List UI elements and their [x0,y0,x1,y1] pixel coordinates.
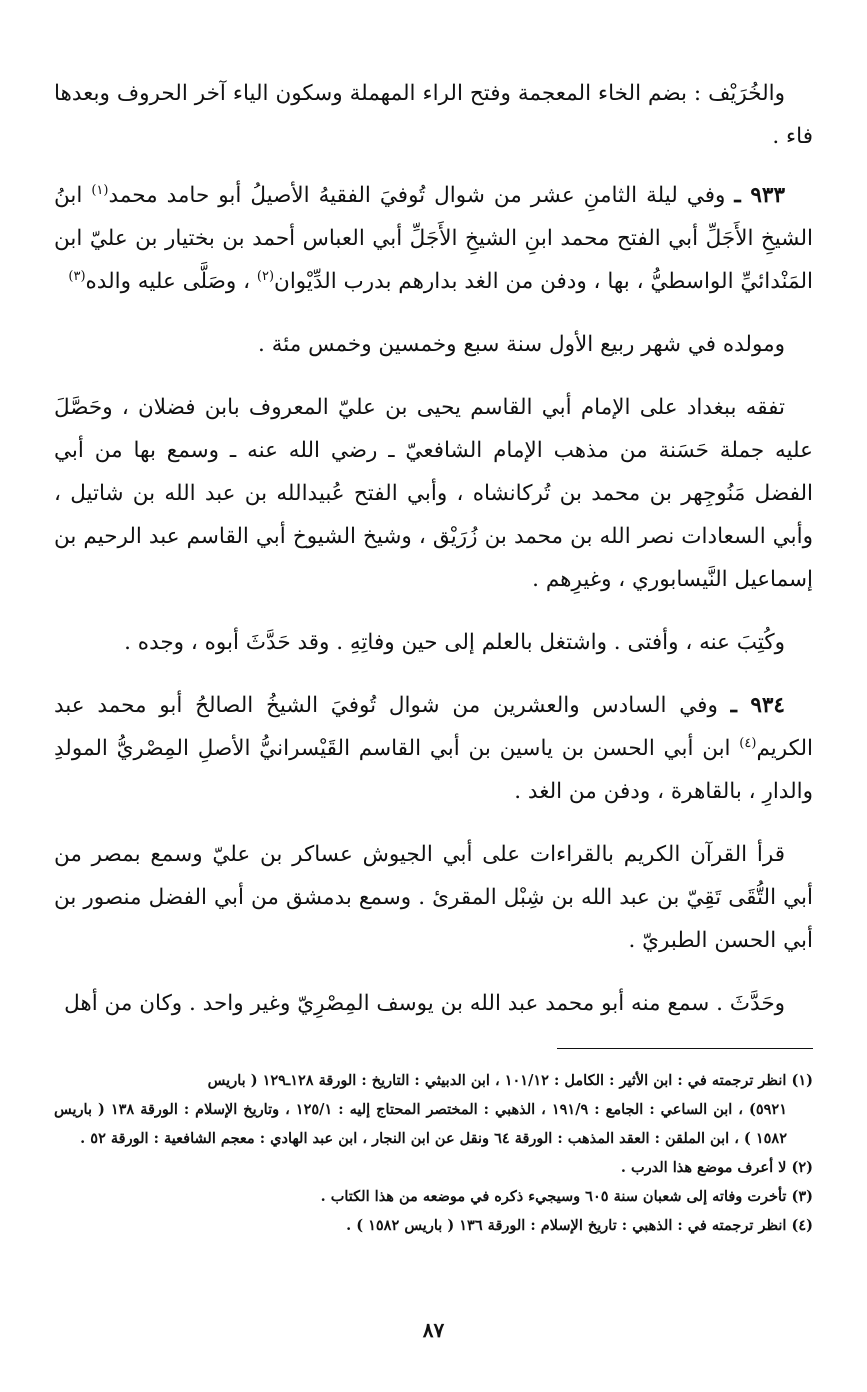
footnote-1-line1: انظر ترجمته في : ابن الأثير : الكامل : ١٠١/١٢ ، ابن الدبيثي : التاريخ : الورقة ١٢٨ـ١٢٩ ( باريس [207,1072,787,1089]
entry-933-text-b: ابنُ الشيخِ الأَجَلِّ أبي الفتح محمد ابنِ الشيخِ الأَجَلِّ أبي العباس أحمد بن بختيار بن عليّ ابن المَنْدائيِّ الواسطيُّ ، بها ، ودفن من الغد بدارهم بدرب الدِّيْوان [54,183,813,294]
entry-number-933: ٩٣٣ ـ [734,183,786,208]
footnote-4: (٤) انظر ترجمته في : الذهبي : تاريخ الإسلام : الورقة ١٣٦ ( باريس ١٥٨٢ ) . [346,1217,813,1234]
entry-933-text-c: ، وصَلَّى عليه والده [85,269,251,294]
main-text [54,72,813,1045]
footnote-3: (٣) تأخرت وفاته إلى شعبان سنة ٦٠٥ وسيجيء ذكره في موضعه من هذا الكتاب . [320,1188,813,1205]
footnotes [54,1066,813,1240]
entry-934-text-a: وفي السادس والعشرين من شوال تُوفيَ الشيخُ الصالحُ أبو محمد عبد الكريم [54,693,813,761]
paragraph-birth: ومولده في شهر ربيع الأول سنة سبع وخمسين وخمس مئة . [258,332,785,357]
footnote-1-label: (١) [791,1072,813,1089]
footnote-1-continuation: ٥٩٢١) ، ابن الساعي : الجامع : ١٩١/٩ ، الذهبي : المختصر المحتاج إليه : ١٢٥/١ ، وتاريخ الإسلام : الورقة ١٣٨ ( باريس ١٥٨٢ ) ، ابن الملقن : العقد المذهب : الورقة ٦٤ ونقل عن ابن النجار ، ابن عبد الهادي : معجم الشافعية : الورقة ٥٢ . [54,1101,787,1147]
paragraph-khurayf: والخُرَيْف : بضم الخاء المعجمة وفتح الراء المهملة وسكون الياء آخر الحروف وبعدها فاء . [54,81,813,149]
entry-934-text-b: ابن أبي الحسن بن ياسين بن أبي القاسم القَيْسرانيُّ الأصلِ المِصْريُّ المولدِ والدارِ ، بالقاهرة ، ودفن من الغد . [54,736,813,804]
footnote-1 [54,1066,813,1095]
paragraph-quran: قرأ القرآن الكريم بالقراءات على أبي الجيوش عساكر بن عليّ وسمع بمصر من أبي التُّقَى تَقِيّ بن عبد الله بن شِبْل المقرئ . وسمع بدمشق من أبي الفضل منصور بن أبي الحسن الطبريّ . [54,842,813,953]
paragraph-fatwa: وكُتِبَ عنه ، وأفتى . واشتغل بالعلم إلى حين وفاتِهِ . وقد حَدَّثَ أبوه ، وجده . [124,630,785,655]
entry-933-text-a: وفي ليلة الثامنِ عشر من شوال تُوفيَ الفقيهُ الأصيلُ أبو حامد محمد [108,183,726,208]
footnote-ref-3: (٣) [68,268,86,284]
entry-number-934: ٩٣٤ ـ [730,693,785,718]
entry-933 [54,174,813,303]
footnote-2: (٢) لا أعرف موضع هذا الدرب . [620,1159,813,1176]
paragraph-study: تفقه ببغداد على الإمام أبي القاسم يحيى بن عليّ المعروف بابن فضلان ، وحَصَّلَ عليه جملة حَسَنة من مذهب الإمام الشافعيّ ـ رضي الله عنه ـ وسمع بها من أبي الفضل مَنُوجِهر بن محمد بن تُركانشاه ، وأبي الفتح عُبيدالله بن عبد الله بن شاتيل ، وأبي السعادات نصر الله بن محمد بن زُرَيْق ، وشيخ الشيوخ أبي القاسم عبد الرحيم بن إسماعيل النَّيسابوري ، وغيرِهم . [54,395,813,592]
paragraph-hadith: وحَدَّثَ . سمع منه أبو محمد عبد الله بن يوسف المِصْرِيّ وغير واحد . وكان من أهل [64,991,785,1016]
footnote-ref-1: (١) [91,182,109,198]
page-number: ٨٧ [422,1318,445,1342]
entry-934 [54,684,813,813]
footnote-divider [557,1048,813,1049]
footnote-ref-2: (٢) [256,268,275,284]
footnote-ref-4: (٤) [739,735,757,751]
